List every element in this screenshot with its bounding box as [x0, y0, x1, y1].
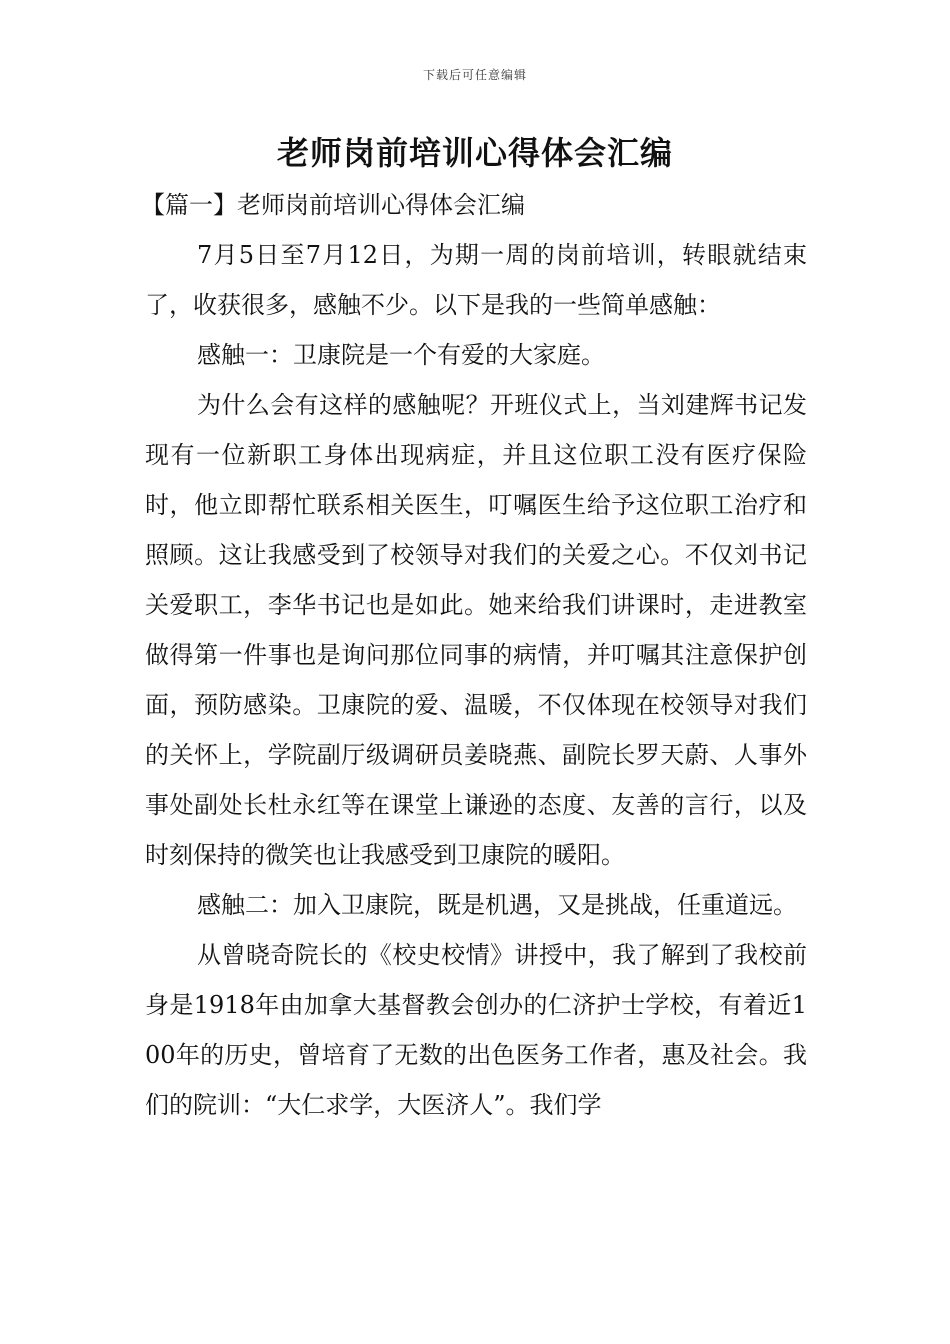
paragraph-feeling-one-detail: 为什么会有这样的感触呢？开班仪式上，当刘建辉书记发现有一位新职工身体出现病症，并且这位职工没有医疗保险时，他立即帮忙联系相关医生，叮嘱医生给予这位职工治疗和照顾。这让我感受到了校领导对我们的关爱之心。不仅刘书记关爱职工，李华书记也是如此。她来给我们讲课时，走进教室做得第一件事也是询问那位同事的病情，并叮嘱其注意保护创面，预防感染。卫康院的爱、温暖，不仅体现在校领导对我们的关怀上，学院副厅级调研员姜晓燕、副院长罗天蔚、人事外事处副处长杜永红等在课堂上谦逊的态度、友善的言行，以及时刻保持的微笑也让我感受到卫康院的暖阳。 [145, 391, 807, 869]
document-body [141, 180, 807, 1130]
document-title: 老师岗前培训心得体会汇编 [276, 134, 673, 172]
paragraph-feeling-two-detail: 从曾晓奇院长的《校史校情》讲授中，我了解到了我校前身是1918年由加拿大基督教会创办的仁济护士学校，有着近100年的历史，曾培育了无数的出色医务工作者，惠及社会。我们的院训：“大仁求学，大医济人”。我们学 [145, 941, 807, 1119]
paragraph-intro: 7月5日至7月12日，为期一周的岗前培训，转眼就结束了，收获很多，感触不少。以下是我的一些简单感触： [145, 241, 807, 319]
header-note: 下载后可任意编辑 [422, 68, 527, 82]
paragraph-feeling-one: 感触一：卫康院是一个有爱的大家庭。 [197, 341, 605, 369]
section-heading: 【篇一】老师岗前培训心得体会汇编 [141, 191, 525, 219]
paragraph-feeling-two: 感触二：加入卫康院，既是机遇，又是挑战，任重道远。 [197, 891, 797, 919]
